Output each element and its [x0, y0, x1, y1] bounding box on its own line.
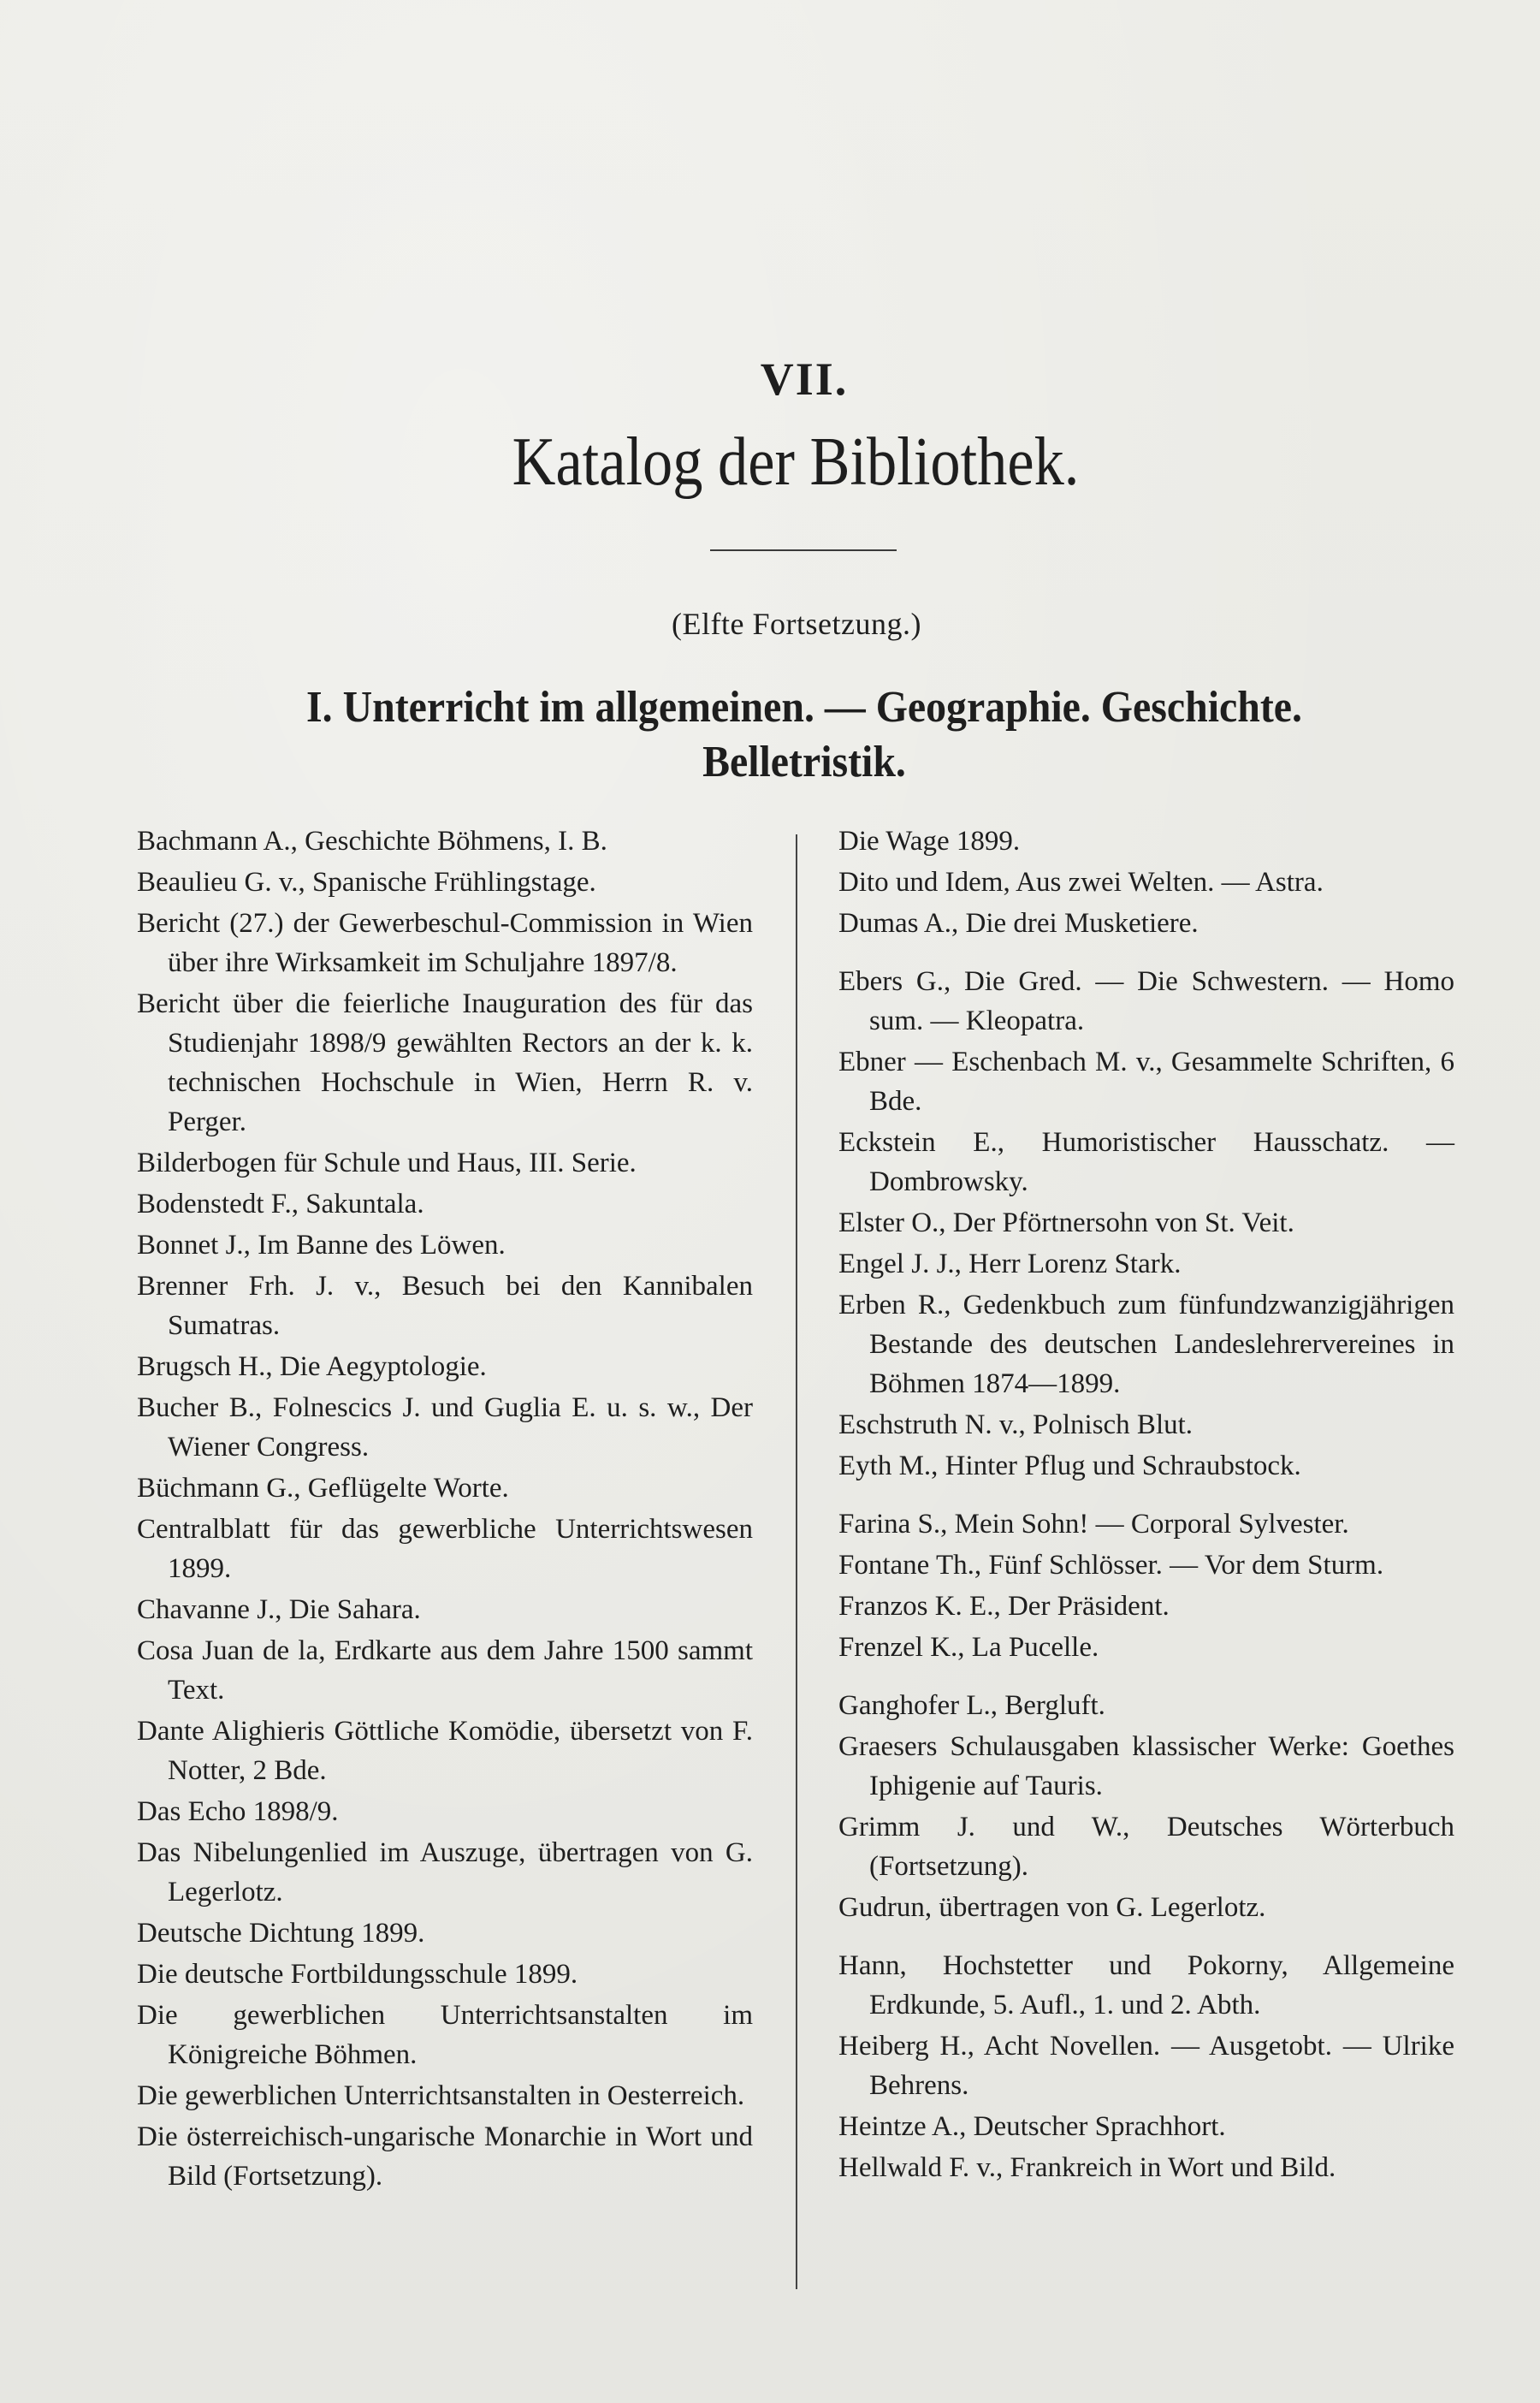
catalog-entry: Heintze A., Deutscher Sprachhort.: [838, 2111, 1226, 2142]
catalog-entry: Erben R., Gedenkbuch zum fünfundzwanzigjährigen Bestande des deutschen Landeslehrervereines in Böhmen 1874—1899.: [838, 1290, 1454, 1399]
catalog-entry: Die deutsche Fortbildungsschule 1899.: [137, 1959, 578, 1990]
left-column: [137, 822, 753, 2198]
catalog-entry: Ebner — Eschenbach M. v., Gesammelte Schriften, 6 Bde.: [838, 1047, 1454, 1117]
catalog-entry: Gudrun, übertragen von G. Legerlotz.: [838, 1892, 1266, 1923]
catalog-entry: Bilderbogen für Schule und Haus, III. Serie.: [137, 1148, 637, 1178]
catalog-entry: Graesers Schulausgaben klassischer Werke: Goethes Iphigenie auf Tauris.: [838, 1731, 1454, 1801]
catalog-entry: Eschstruth N. v., Polnisch Blut.: [838, 1409, 1194, 1440]
catalog-entry: Cosa Juan de la, Erdkarte aus dem Jahre 1500 sammt Text.: [137, 1635, 753, 1706]
catalog-entry: Bericht (27.) der Gewerbeschul-Commission in Wien über ihre Wirksamkeit im Schuljahre 1897/8.: [137, 908, 753, 978]
page-title: Katalog der Bibliothek.: [512, 424, 1080, 500]
chapter-number: VII.: [760, 353, 849, 405]
catalog-entry: Das Echo 1898/9.: [137, 1796, 339, 1827]
catalog-entry: Heiberg H., Acht Novellen. — Ausgetobt. — Ulrike Behrens.: [838, 2031, 1454, 2101]
catalog-entry: Dumas A., Die drei Musketiere.: [838, 908, 1199, 939]
catalog-entry: Frenzel K., La Pucelle.: [838, 1632, 1099, 1663]
title-rule: [710, 549, 897, 551]
catalog-entry: Elster O., Der Pförtnersohn von St. Veit.: [838, 1207, 1294, 1238]
catalog-entry: Brenner Frh. J. v., Besuch bei den Kannibalen Sumatras.: [137, 1271, 753, 1341]
catalog-entry: Die gewerblichen Unterrichtsanstalten im Königreiche Böhmen.: [137, 2000, 753, 2070]
catalog-entry: Fontane Th., Fünf Schlösser. — Vor dem Sturm.: [838, 1550, 1384, 1581]
catalog-entry: Die Wage 1899.: [838, 826, 1021, 857]
catalog-entry: Hellwald F. v., Frankreich in Wort und Bild.: [838, 2152, 1336, 2183]
catalog-entry: Ebers G., Die Gred. — Die Schwestern. — Homo sum. — Kleopatra.: [838, 966, 1454, 1036]
catalog-entry: Bonnet J., Im Banne des Löwen.: [137, 1230, 506, 1261]
catalog-entry: Dante Alighieris Göttliche Komödie, übersetzt von F. Notter, 2 Bde.: [137, 1716, 753, 1786]
catalog-entry: Engel J. J., Herr Lorenz Stark.: [838, 1249, 1182, 1279]
right-column: [838, 822, 1454, 2189]
catalog-entry: Bachmann A., Geschichte Böhmens, I. B.: [137, 826, 607, 857]
catalog-entry: Eckstein E., Humoristischer Hausschatz. — Dombrowsky.: [838, 1127, 1454, 1197]
catalog-entry: Bericht über die feierliche Inauguration des für das Studienjahr 1898/9 gewählten Rectors an der k. k. technischen Hochschule in Wien, Herrn R. v. Perger.: [137, 988, 753, 1137]
section-heading-line-1: I. Unterricht im allgemeinen. — Geographie. Geschichte.: [306, 683, 1302, 732]
catalog-entry: Eyth M., Hinter Pflug und Schraubstock.: [838, 1451, 1301, 1481]
catalog-entry: Dito und Idem, Aus zwei Welten. — Astra.: [838, 867, 1324, 898]
catalog-entry: Deutsche Dichtung 1899.: [137, 1918, 425, 1949]
catalog-entry: Bucher B., Folnescics J. und Guglia E. u. s. w., Der Wiener Congress.: [137, 1392, 753, 1463]
section-heading-line-2: Belletristik.: [702, 738, 906, 786]
catalog-entry: Büchmann G., Geflügelte Worte.: [137, 1473, 509, 1504]
catalog-entry: Ganghofer L., Bergluft.: [838, 1690, 1105, 1721]
catalog-entry: Die österreichisch-ungarische Monarchie in Wort und Bild (Fortsetzung).: [137, 2121, 753, 2192]
catalog-entry: Beaulieu G. v., Spanische Frühlingstage.: [137, 867, 596, 898]
page-subtitle: (Elfte Fortsetzung.): [672, 607, 921, 641]
catalog-entry: Hann, Hochstetter und Pokorny, Allgemeine Erdkunde, 5. Aufl., 1. und 2. Abth.: [838, 1950, 1454, 2020]
catalog-entry: Die gewerblichen Unterrichtsanstalten in Oesterreich.: [137, 2080, 745, 2111]
catalog-entry: Das Nibelungenlied im Auszuge, übertragen von G. Legerlotz.: [137, 1837, 753, 1908]
catalog-entry: Grimm J. und W., Deutsches Wörterbuch (Fortsetzung).: [838, 1812, 1454, 1882]
catalog-entry: Bodenstedt F., Sakuntala.: [137, 1189, 424, 1219]
catalog-entry: Franzos K. E., Der Präsident.: [838, 1591, 1170, 1622]
section-heading: [253, 680, 1355, 790]
catalog-entry: Farina S., Mein Sohn! — Corporal Sylvester.: [838, 1509, 1349, 1540]
catalog-entry: Centralblatt für das gewerbliche Unterrichtswesen 1899.: [137, 1514, 753, 1584]
catalog-entry: Brugsch H., Die Aegyptologie.: [137, 1351, 487, 1382]
column-divider: [796, 834, 797, 2289]
catalog-entry: Chavanne J., Die Sahara.: [137, 1594, 421, 1625]
